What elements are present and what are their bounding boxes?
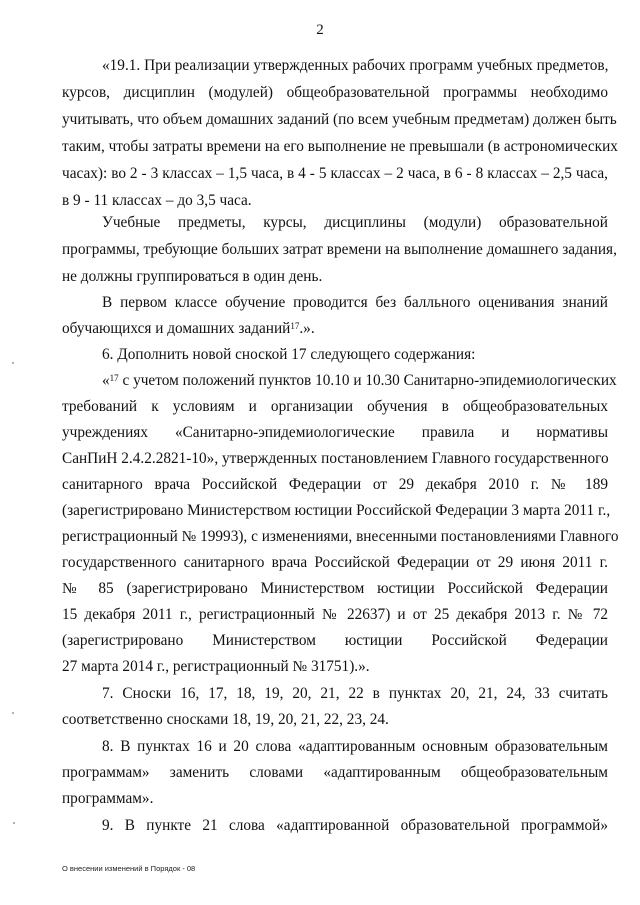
text-line: государственного санитарного врача Российской Федерации от 29 июня 2011 г. bbox=[62, 554, 608, 571]
text-line: «19.1. При реализации утвержденных рабочих программ учебных предметов, bbox=[102, 57, 609, 74]
text-line: № 85 (зарегистрировано Министерством юстиции Российской Федерации bbox=[62, 580, 608, 597]
text-line: учитывать, что объем домашних заданий (по всем учебным предметам) должен быть bbox=[62, 111, 617, 128]
text-line: 15 декабря 2011 г., регистрационный № 22637) и от 25 декабря 2013 г. № 72 bbox=[62, 606, 608, 623]
text-line: 27 марта 2014 г., регистрационный № 31751).». bbox=[62, 658, 370, 675]
text-line: 6. Дополнить новой сноской 17 следующего содержания: bbox=[102, 346, 476, 363]
scan-speck bbox=[13, 822, 15, 824]
text-line: 8. В пунктах 16 и 20 слова «адаптированным основным образовательным bbox=[102, 738, 608, 755]
text-line: таким, чтобы затраты времени на его выполнение не превышали (в астрономических bbox=[62, 138, 618, 155]
text-line: Учебные предметы, курсы, дисциплины (модули) образовательной bbox=[102, 214, 608, 231]
scan-speck bbox=[12, 362, 14, 364]
text-line: соответственно сносками 18, 19, 20, 21, 22, 23, 24. bbox=[62, 711, 389, 728]
text-line: обучающихся и домашних заданий$^{17}$.». bbox=[62, 320, 315, 337]
text-line: СанПиН 2.4.2.2821-10», утвержденных постановлением Главного государственного bbox=[62, 450, 609, 467]
text-line: В первом классе обучение проводится без балльного оценивания знаний bbox=[102, 294, 608, 311]
page-number: 2 bbox=[316, 22, 324, 38]
text-line: программам» заменить словами «адаптированным общеобразовательным bbox=[62, 764, 608, 781]
text-line: не должны группироваться в один день. bbox=[62, 268, 323, 285]
text-line: (зарегистрировано Министерством юстиции Российской Федерации bbox=[62, 632, 608, 649]
text-line: 7. Сноски 16, 17, 18, 19, 20, 21, 22 в пунктах 20, 21, 24, 33 считать bbox=[102, 685, 608, 702]
text-line: курсов, дисциплин (модулей) общеобразовательной программы необходимо bbox=[62, 84, 608, 101]
text-line: (зарегистрировано Министерством юстиции Российской Федерации 3 марта 2011 г., bbox=[62, 502, 611, 519]
text-line: программам». bbox=[62, 790, 154, 807]
text-line: в 9 - 11 классах – до 3,5 часа. bbox=[62, 192, 252, 209]
text-line: требований к условиям и организации обучения в общеобразовательных bbox=[62, 398, 608, 415]
text-line: санитарного врача Российской Федерации от 29 декабря 2010 г. № 189 bbox=[62, 476, 608, 493]
text-line: программы, требующие больших затрат времени на выполнение домашнего задания, bbox=[62, 241, 617, 258]
text-line: 9. В пункте 21 слова «адаптированной образовательной программой» bbox=[102, 817, 608, 834]
footnote-marker: 17 bbox=[109, 373, 119, 383]
text-line: «$^{17}$ с учетом положений пунктов 10.10 и 10.30 Санитарно-эпидемиологических bbox=[102, 372, 617, 389]
footer-note: О внесении изменений в Порядок - 08 bbox=[62, 864, 196, 873]
text-line: часах): во 2 - 3 классах – 1,5 часа, в 4 - 5 классах – 2 часа, в 6 - 8 классах – 2,5 часа, bbox=[62, 165, 608, 182]
footnote-marker: 17 bbox=[290, 321, 300, 331]
scan-speck bbox=[12, 712, 14, 714]
text-line: учреждениях «Санитарно-эпидемиологические правила и нормативы bbox=[62, 424, 608, 441]
text-line: регистрационный № 19993), с изменениями, внесенными постановлениями Главного bbox=[62, 528, 619, 545]
